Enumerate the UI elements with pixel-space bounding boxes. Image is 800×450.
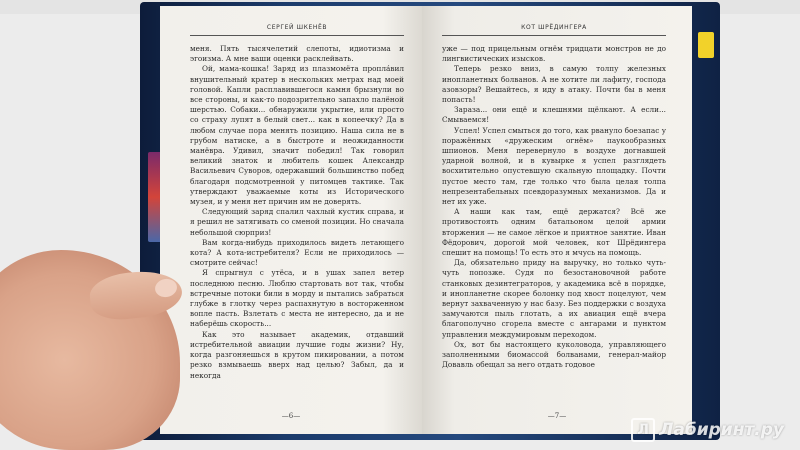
paragraph: уже — под прицельным огнём тридцати монстров не до лингвистических изысков.	[442, 44, 666, 64]
paragraph: А наши как там, ещё держатся? Всё же противостоять одним батальоном целой армии вторжения — не самое лёгкое и приятное занятие. Иван Фёдорович, дорогой мой человек, кот Шрёдингера спешит на помощь! То есть это я мчусь на помощь.	[442, 207, 666, 258]
paragraph: Я спрыгнул с утёса, и в ушах запел ветер последнюю песню. Люблю стартовать вот так, чтобы встречные потоки били в морду и пытались забраться глубже в глотку через распахнутую в восторженном вопле пасть. Взлетать с места не интересно, да и не наберёшь скорость...	[190, 268, 404, 329]
watermark-text: Лабиринт.ру	[659, 420, 784, 440]
left-page-text	[190, 44, 404, 381]
paragraph: Как это называет академик, отдавший истребительной авиации лучшие годы жизни? Ну, когда разгоняешься в крутом пикировании, а потом резко взмываешь вверх над целью? Забыл, да и некогда	[190, 329, 404, 380]
paragraph: Да, обязательно приду на выручку, но только чуть-чуть попозже. Судя по безостановочной работе станковых дезинтеграторов, у академика всё в порядке, и инопланетне скорее болонку под хвост поцелуют, чем вернут захваченную у нас базу. Без поддержки с воздуха замучаются пыль глотать, а их авиация ещё вчера благополучно сгорела вместе с ангарами и пунктом управления междумировым переходом.	[442, 258, 666, 339]
cover-art-accent	[698, 32, 714, 58]
paragraph: Успел! Успел смыться до того, как рвануло боезапас у поражённых «дружеским огнём» паукообразных шпионов. Меня перевернуло в воздухе догнавшей ударной волной, и в кувырке я успел разглядеть восхитительно опустевшую скальную площадку. Почти пустое место там, где только что была целая толпа непрезентабельных псевдоразумных механизмов. Да и нет их уже.	[442, 125, 666, 207]
right-page	[422, 6, 692, 434]
paragraph: меня. Пять тысячелетий слепоты, идиотизма и эгоизма. А мне ваши оценки расклейвать.	[190, 44, 404, 64]
right-running-head: КОТ ШРЁДИНГЕРА	[442, 24, 666, 36]
paragraph: Вам когда-нибудь приходилось видеть летающего кота? А кота-истребителя? Если не приходилось — смотрите сейчас!	[190, 237, 404, 268]
labirint-logo-icon: Л	[631, 418, 655, 442]
left-page	[160, 6, 422, 434]
right-page-number: —7—	[547, 412, 567, 420]
paragraph: Ох, вот бы настоящего куколовода, управляющего заполненными биомассой болванами, генерал-майор Довавль обещал за него отдать годовое	[442, 339, 666, 370]
paragraph: Ой, мама-кошка! Заряд из плазмомёта пропла́вил внушительный кратер в нескольких метрах над моей головой. Капли расплавившегося камня брызнули во все стороны, и как-то подозрительно запахло палёной шерстью. Собаки... обнаружили укрытие, или просто со страху лупят в белый свет... как в копеечку? Да в любом случае пора менять позицию. Наша сила не в грубом натиске, а в быстроте и неожиданности манёвра. Удивил, значит победил! Так говорил великий знаток и любитель кошек Александр Васильевич Суворов, одержавший большинство побед благодаря подсмотренной у питомцев тактике. Так утверждают уважаемые коты из Исторического музея, и у меня нет причин им не доверять.	[190, 64, 404, 207]
right-page-text	[442, 44, 666, 371]
left-page-number: —6—	[281, 412, 301, 420]
paragraph: Зараза... они ещё и клешнями щёлкают. А если... Смываемся!	[442, 105, 666, 125]
paragraph: Следующий заряд спалил чахлый кустик справа, и я решил не затягивать со сменой позиции. Но сначала небольшой сюрприз!	[190, 207, 404, 237]
left-running-head: СЕРГЕЙ ШКЕНЁВ	[190, 24, 404, 36]
watermark	[631, 418, 784, 442]
paragraph: Теперь резко вниз, в самую толпу железных инопланетных болванов. А не хотите ли лафиту, господа азовзоры? Вешайтесь, я иду в атаку. Почти бы в меня попасть!	[442, 64, 666, 105]
